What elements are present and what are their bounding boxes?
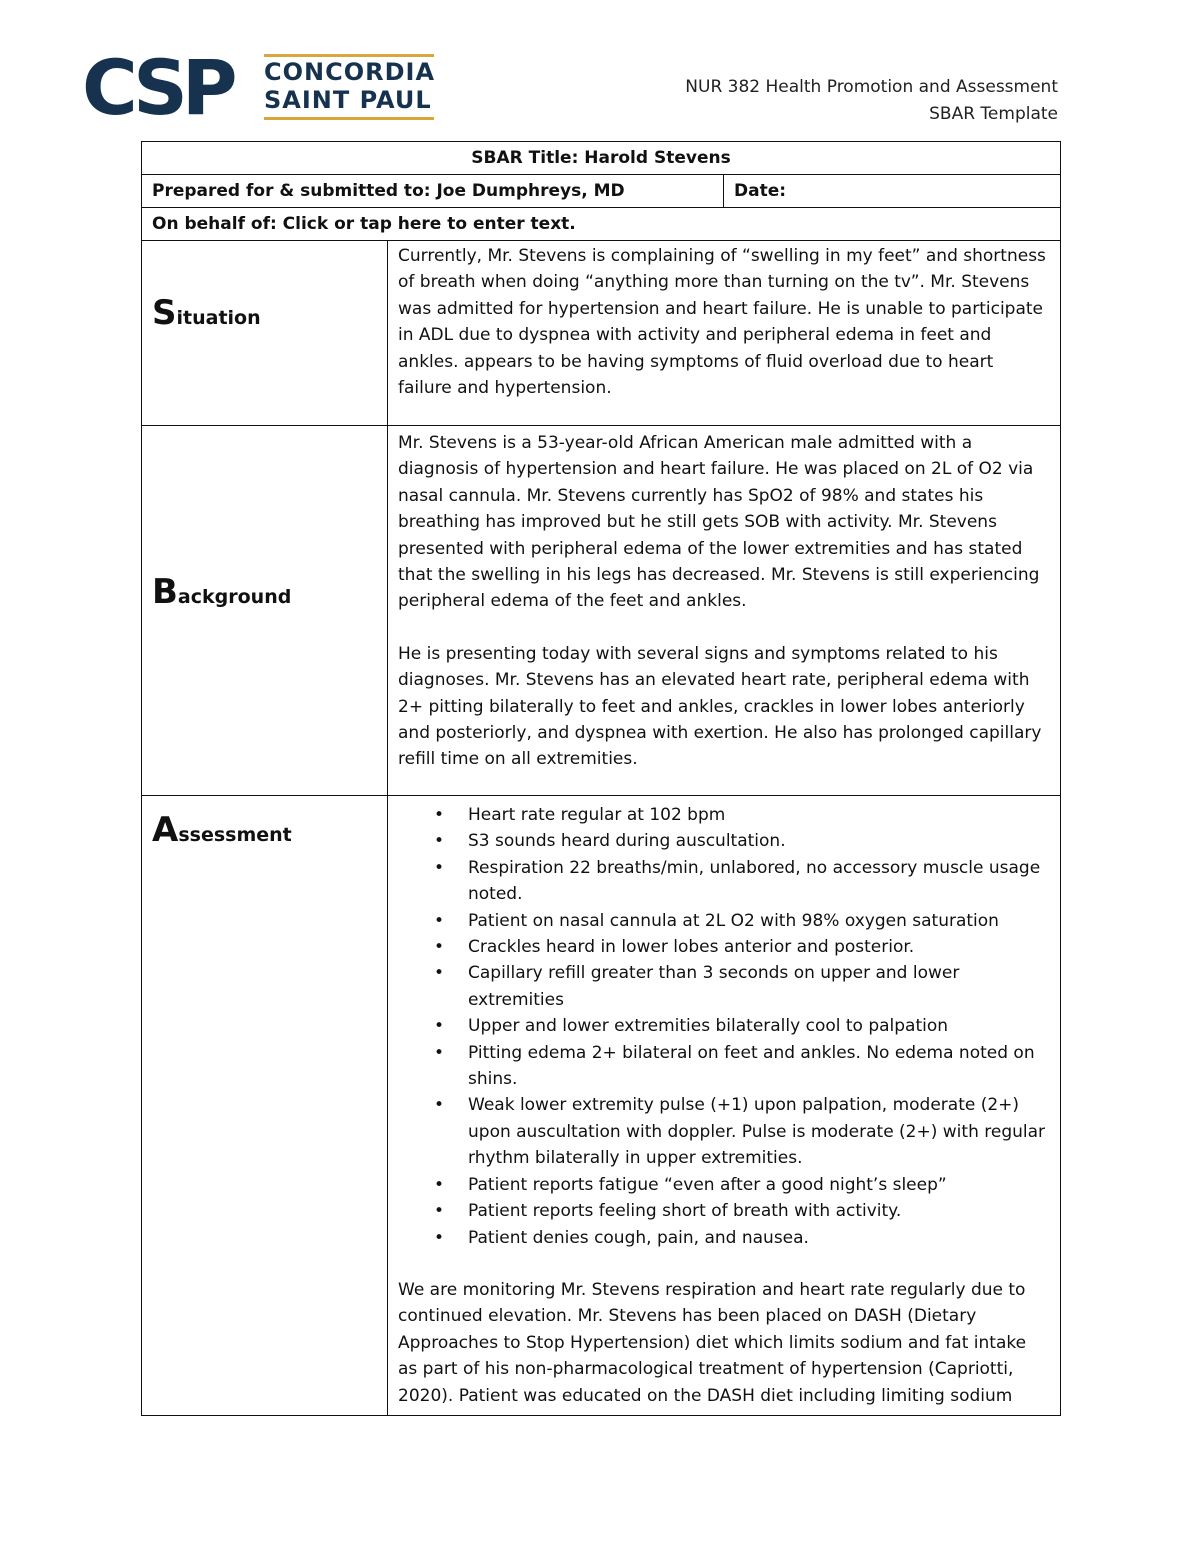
logo-wordmark	[264, 58, 435, 114]
logo-line-1: CONCORDIA	[264, 58, 436, 86]
assessment-closing: We are monitoring Mr. Stevens respiration and heart rate regularly due to continued elevation. Mr. Stevens has been placed on DASH (Dietary Approaches to Stop Hypertension) diet which limits sodium and fat intake as part of his non-pharmacological treatment of hypertension (Capriotti, 2020). Patient was educated on the DASH diet including limiting sodium	[398, 1279, 1027, 1406]
list-item: • Patient on nasal cannula at 2L O2 with 98% oxygen saturation	[468, 908, 1050, 934]
date-field[interactable]: Date:	[724, 175, 1061, 208]
background-paragraph-2: He is presenting today with several signs and symptoms related to his diagnoses. Mr. Stevens has an elevated heart rate, peripheral edema with 2+ pitting bilaterally to feet and ankles, crackles in lower lobes anteriorly and posteriorly, and dyspnea with exertion. He also has prolonged capillary refill time on all extremities.	[398, 643, 1042, 770]
list-item: • S3 sounds heard during auscultation.	[468, 828, 1050, 854]
logo-bottom-rule	[264, 117, 434, 120]
on-behalf-of-field[interactable]: On behalf of: Click or tap here to enter text.	[142, 208, 1061, 241]
assessment-findings	[398, 802, 1050, 1251]
template-name: SBAR Template	[929, 104, 1058, 124]
course-title: NUR 382 Health Promotion and Assessment	[685, 77, 1058, 97]
list-item: • Weak lower extremity pulse (+1) upon palpation, moderate (2+) upon auscultation with doppler. Pulse is moderate (2+) with regular rhythm bilaterally in upper extremities.	[468, 1092, 1050, 1171]
situation-label: Situation	[142, 241, 388, 426]
list-item: • Patient denies cough, pain, and nausea.	[468, 1225, 1050, 1251]
list-item: • Respiration 22 breaths/min, unlabored, no accessory muscle usage noted.	[468, 855, 1050, 908]
logo-line-2: SAINT PAUL	[264, 86, 432, 114]
list-item: • Patient reports feeling short of breath with activity.	[468, 1198, 1050, 1224]
background-paragraph-1: Mr. Stevens is a 53-year-old African American male admitted with a diagnosis of hypertension and heart failure. He was placed on 2L of O2 via nasal cannula. Mr. Stevens currently has SpO2 of 98% and states his breathing has improved but he still gets SOB with activity. Mr. Stevens presented with peripheral edema of the lower extremities and has stated that the swelling in his legs has decreased. Mr. Stevens is still experiencing peripheral edema of the feet and ankles.	[398, 433, 1040, 612]
assessment-label: Assessment	[142, 796, 388, 1416]
logo-top-rule	[264, 54, 434, 57]
document-header	[685, 74, 1058, 128]
list-item: • Patient reports fatigue “even after a good night’s sleep”	[468, 1172, 1050, 1198]
list-item: • Heart rate regular at 102 bpm	[468, 802, 1050, 828]
list-item: • Upper and lower extremities bilaterally cool to palpation	[468, 1013, 1050, 1039]
background-content	[388, 426, 1061, 796]
situation-content: Currently, Mr. Stevens is complaining of “swelling in my feet” and shortness of breath when doing “anything more than turning on the tv”. Mr. Stevens was admitted for hypertension and heart failure. He is unable to participate in ADL due to dyspnea with activity and peripheral edema in feet and ankles. appears to be having symptoms of fluid overload due to heart failure and hypertension.	[388, 241, 1061, 426]
prepared-for: Prepared for & submitted to: Joe Dumphreys, MD	[142, 175, 724, 208]
assessment-content	[388, 796, 1061, 1416]
list-item: • Crackles heard in lower lobes anterior and posterior.	[468, 934, 1050, 960]
background-label: Background	[142, 426, 388, 796]
sbar-table	[141, 141, 1061, 1416]
sbar-title: SBAR Title: Harold Stevens	[142, 142, 1061, 175]
list-item: • Pitting edema 2+ bilateral on feet and ankles. No edema noted on shins.	[468, 1040, 1050, 1093]
list-item: • Capillary refill greater than 3 seconds on upper and lower extremities	[468, 960, 1050, 1013]
logo-letters: CSP	[82, 52, 232, 122]
